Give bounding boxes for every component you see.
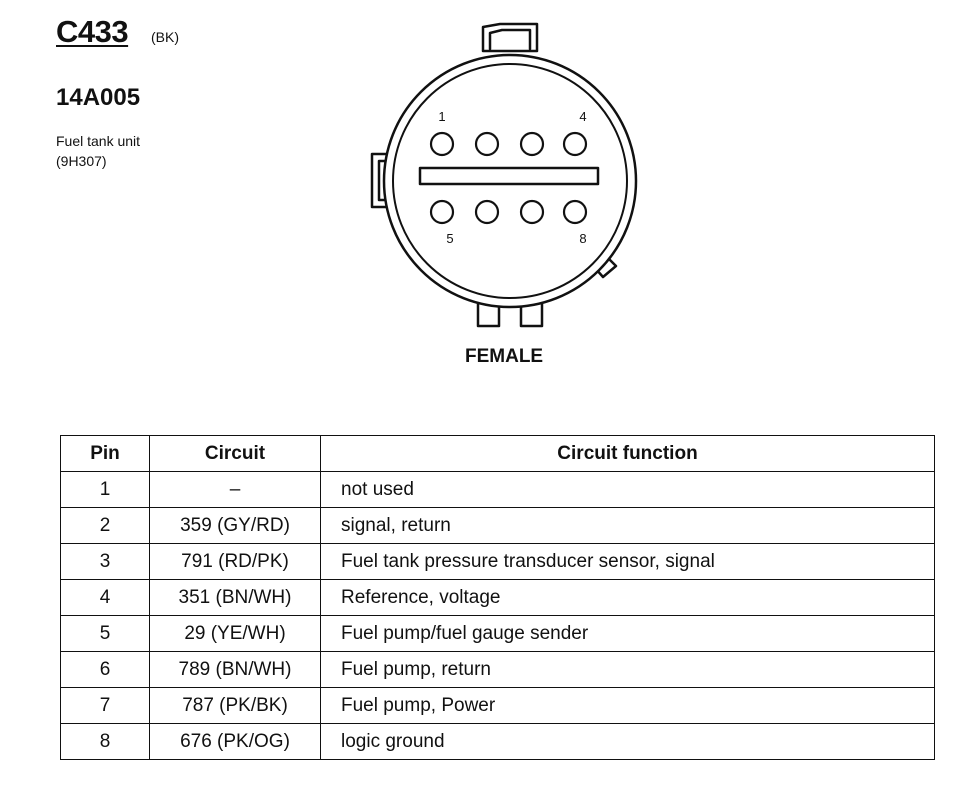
pin-cell: 3 [61, 544, 150, 580]
table-row [61, 580, 935, 616]
circuit-cell: 789 (BN/WH) [150, 652, 321, 688]
part-number: 14A005 [56, 84, 141, 111]
pin-cell: 1 [61, 472, 150, 508]
function-cell: Fuel pump, return [321, 652, 935, 688]
function-cell: Fuel pump, Power [321, 688, 935, 724]
table-row [61, 688, 935, 724]
pin-cell: 8 [61, 724, 150, 760]
table-header-row [61, 436, 935, 472]
component-name: Fuel tank unit [56, 133, 141, 149]
table-row [61, 652, 935, 688]
table-row [61, 616, 935, 652]
table-row [61, 472, 935, 508]
table-row [61, 508, 935, 544]
circuit-cell: 676 (PK/OG) [150, 724, 321, 760]
circuit-cell: 359 (GY/RD) [150, 508, 321, 544]
circuit-cell: 29 (YE/WH) [150, 616, 321, 652]
function-cell: not used [321, 472, 935, 508]
header-circuit: Circuit [150, 436, 321, 472]
connector-color: (BK) [151, 29, 179, 45]
pin-label-8: 8 [579, 231, 587, 246]
header-pin: Pin [61, 436, 150, 472]
table-row [61, 544, 935, 580]
gender-label: FEMALE [465, 346, 544, 367]
connector-face-diagram [350, 15, 670, 335]
pin-cell: 4 [61, 580, 150, 616]
circuit-cell: 787 (PK/BK) [150, 688, 321, 724]
table-row [61, 724, 935, 760]
component-reference: (9H307) [56, 153, 107, 169]
pin-label-5: 5 [446, 231, 454, 246]
pin-table [60, 435, 935, 760]
top-key [483, 24, 537, 51]
pin-cell: 5 [61, 616, 150, 652]
circuit-cell: 351 (BN/WH) [150, 580, 321, 616]
circuit-cell: 791 (RD/PK) [150, 544, 321, 580]
pin-label-4: 4 [579, 109, 587, 124]
function-cell: Fuel tank pressure transducer sensor, signal [321, 544, 935, 580]
function-cell: signal, return [321, 508, 935, 544]
pin-cell: 7 [61, 688, 150, 724]
function-cell: Fuel pump/fuel gauge sender [321, 616, 935, 652]
connector-id: C433 [56, 14, 129, 49]
pin-cell: 6 [61, 652, 150, 688]
function-cell: logic ground [321, 724, 935, 760]
header-function: Circuit function [321, 436, 935, 472]
function-cell: Reference, voltage [321, 580, 935, 616]
pin-label-1: 1 [438, 109, 446, 124]
circuit-cell: – [150, 472, 321, 508]
pin-cell: 2 [61, 508, 150, 544]
